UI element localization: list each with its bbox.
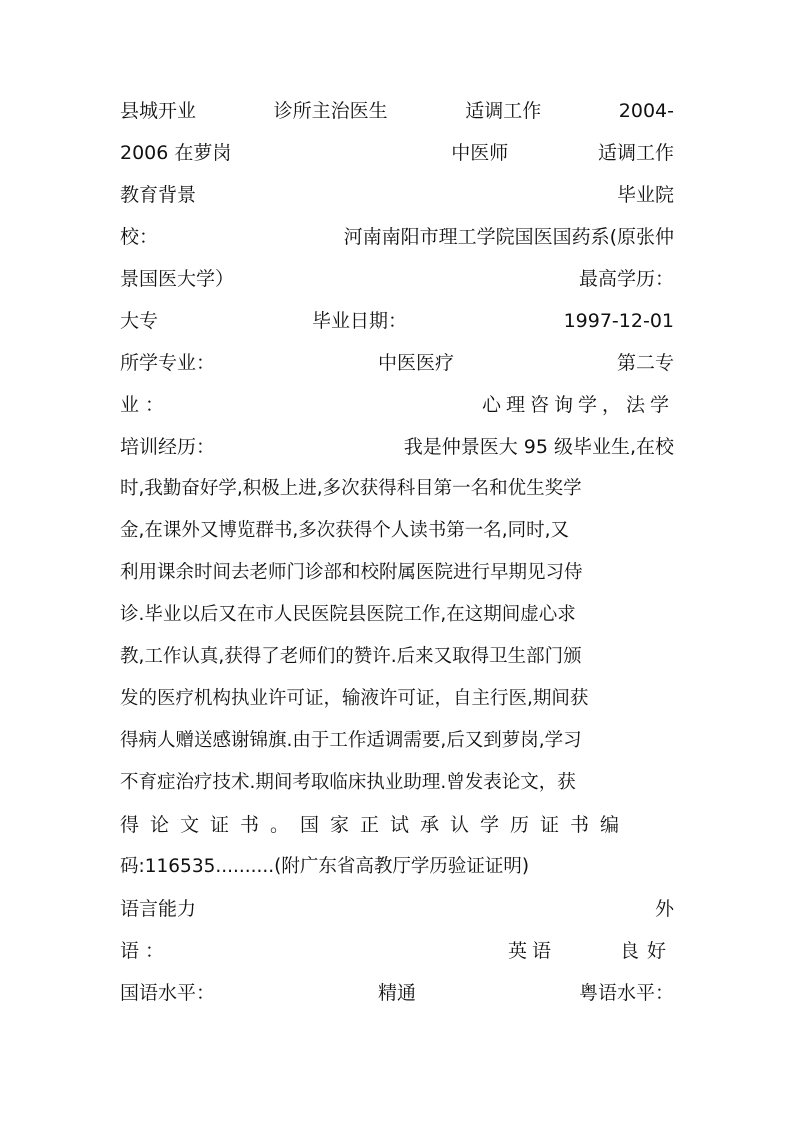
training-row-10: [120, 810, 674, 840]
foreign-language-level: 良好: [619, 940, 674, 962]
training-text-line-9: 不育症治疗技术.期间考取临床执业助理.曾发表论文，获: [120, 772, 576, 793]
education-heading: 教育背景: [120, 184, 197, 206]
school-row-2: [120, 264, 674, 294]
cantonese-label: 粤语水平：: [578, 982, 674, 1004]
graduation-date-label: 毕业日期：: [312, 310, 408, 332]
work-position-2: 中医师: [451, 142, 509, 164]
work-location: 县城开业: [120, 100, 197, 122]
training-row-5: [120, 600, 674, 630]
work-reason: 适调工作: [465, 100, 542, 122]
major-row: [120, 348, 674, 378]
second-major-value: 心理咨询学，法学: [481, 394, 674, 416]
training-row-9: [120, 768, 674, 798]
mandarin-label: 国语水平：: [120, 982, 216, 1004]
language-header-row: [120, 894, 674, 924]
training-text-line-4: 利用课余时间去老师门诊部和校附属医院进行早期见习侍: [120, 562, 583, 583]
training-text-line-7: 发的医疗机构执业许可证，输液许可证，自主行医,期间获: [120, 688, 589, 709]
training-row-11: [120, 852, 674, 882]
work-row-2: [120, 138, 674, 168]
training-text-line-5: 诊.毕业以后又在市人民医院县医院工作,在这期间虚心求: [120, 604, 576, 625]
foreign-language-value: 英语: [508, 940, 557, 962]
training-text-line-3: 金,在课外又博览群书,多次获得个人读书第一名,同时,又: [120, 520, 570, 541]
second-major-label-part1: 第二专: [616, 352, 674, 374]
training-row-4: [120, 558, 674, 588]
foreign-language-label-part2: 语：: [120, 940, 171, 962]
school-name-part2: 景国医大学）: [120, 268, 235, 290]
graduation-date-value: 1997-12-01: [563, 310, 674, 332]
school-row: [120, 222, 674, 252]
training-row-7: [120, 684, 674, 714]
training-text-line-2: 时,我勤奋好学,积极上进,多次获得科目第一名和优生奖学: [120, 478, 582, 499]
foreign-language-row: [120, 936, 674, 966]
work-reason-2: 适调工作: [597, 142, 674, 164]
degree-label: 最高学历：: [578, 268, 674, 290]
training-text-line-11: 码:116535..........(附广东省高教厅学历验证证明): [120, 856, 530, 877]
language-heading: 语言能力: [120, 898, 197, 920]
training-row-6: [120, 642, 674, 672]
second-major-label-part2: 业：: [120, 394, 171, 416]
mandarin-row: [120, 978, 674, 1008]
degree-value: 大专: [120, 310, 159, 332]
training-text-line-6: 教,工作认真,获得了老师们的赞许.后来又取得卫生部门颁: [120, 646, 582, 667]
work-period-start: 2004-: [618, 100, 674, 122]
training-row-3: [120, 516, 674, 546]
training-row-1: [120, 432, 674, 462]
work-period-end: 2006 在萝岗: [120, 142, 232, 164]
work-row-1: [120, 96, 674, 126]
training-text-line-10: 得论文证书。国家正试承认学历证书编: [120, 814, 631, 836]
education-header-row: [120, 180, 674, 210]
work-position: 诊所主治医生: [273, 100, 388, 122]
training-label: 培训经历：: [120, 436, 216, 458]
training-text-line-1: 我是仲景医大 95 级毕业生,在校: [403, 436, 674, 458]
mandarin-level: 精通: [377, 982, 416, 1004]
school-label-part1: 毕业院: [616, 184, 674, 206]
school-name-part1: 河南南阳市理工学院国医国药系(原张仲: [343, 226, 674, 248]
foreign-language-label-part1: 外: [654, 898, 674, 920]
training-row-8: [120, 726, 674, 756]
degree-row: [120, 306, 674, 336]
school-label-part2: 校：: [120, 226, 159, 248]
training-row-2: [120, 474, 674, 504]
major-value: 中医医疗: [377, 352, 454, 374]
major-label: 所学专业：: [120, 352, 216, 374]
training-text-line-8: 得病人赠送感谢锦旗.由于工作适调需要,后又到萝岗,学习: [120, 730, 582, 751]
second-major-row: [120, 390, 674, 420]
